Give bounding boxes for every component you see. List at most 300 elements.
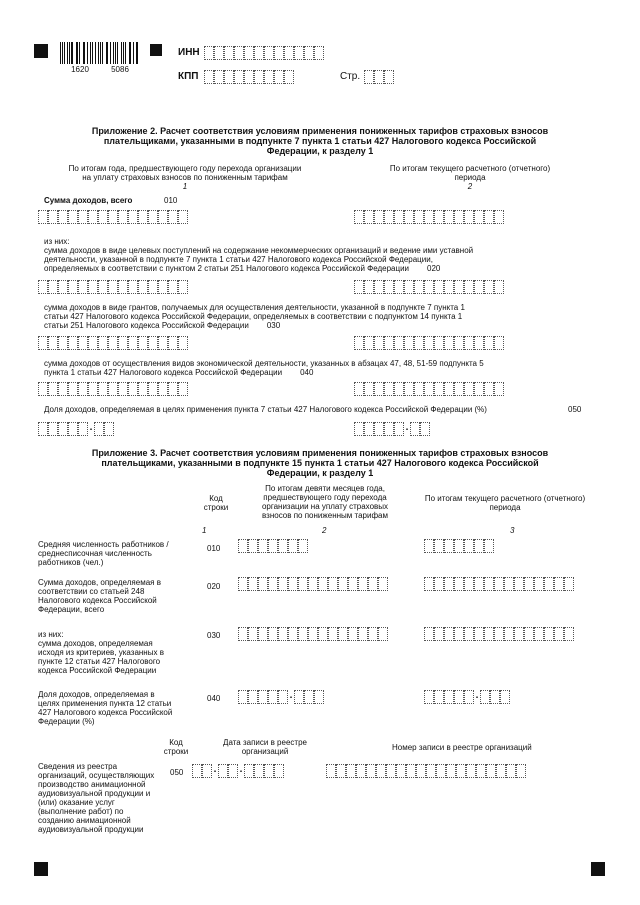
input-cell[interactable] bbox=[354, 280, 364, 294]
input-cell[interactable] bbox=[456, 764, 466, 778]
input-cell[interactable] bbox=[148, 280, 158, 294]
input-cell[interactable] bbox=[476, 764, 486, 778]
input-cell[interactable] bbox=[308, 627, 318, 641]
input-cell[interactable] bbox=[424, 577, 434, 591]
input-cell[interactable] bbox=[274, 764, 284, 778]
input-cell[interactable] bbox=[214, 46, 224, 60]
input-cell[interactable] bbox=[138, 382, 148, 396]
input-cell[interactable] bbox=[356, 764, 366, 778]
input-cell[interactable] bbox=[486, 764, 496, 778]
input-cell[interactable] bbox=[444, 210, 454, 224]
input-cell[interactable] bbox=[464, 210, 474, 224]
input-cell[interactable] bbox=[464, 539, 474, 553]
input-cell[interactable] bbox=[424, 280, 434, 294]
input-cell[interactable] bbox=[464, 336, 474, 350]
input-cell[interactable] bbox=[384, 210, 394, 224]
input-cell[interactable] bbox=[138, 280, 148, 294]
input-cell[interactable] bbox=[158, 382, 168, 396]
input-cell[interactable] bbox=[444, 382, 454, 396]
input-cell[interactable] bbox=[386, 764, 396, 778]
input-cell[interactable] bbox=[254, 70, 264, 84]
row040-col2-field[interactable] bbox=[354, 382, 504, 396]
input-cell[interactable] bbox=[454, 627, 464, 641]
corner-marker-top-center bbox=[150, 44, 162, 56]
input-cell[interactable] bbox=[336, 764, 346, 778]
input-cell[interactable] bbox=[534, 577, 544, 591]
input-cell[interactable] bbox=[128, 280, 138, 294]
input-cell[interactable] bbox=[224, 70, 234, 84]
app3-row020-col2-field[interactable] bbox=[238, 577, 388, 591]
input-cell[interactable] bbox=[516, 764, 526, 778]
input-cell[interactable] bbox=[420, 422, 430, 436]
input-cell[interactable] bbox=[248, 627, 258, 641]
input-cell[interactable] bbox=[274, 46, 284, 60]
input-cell[interactable] bbox=[364, 422, 374, 436]
input-cell[interactable] bbox=[148, 336, 158, 350]
app3-row030-col2-field[interactable] bbox=[238, 627, 388, 641]
input-cell[interactable] bbox=[288, 627, 298, 641]
input-cell[interactable] bbox=[444, 690, 454, 704]
input-cell[interactable] bbox=[304, 690, 314, 704]
input-cell[interactable] bbox=[168, 280, 178, 294]
input-cell[interactable] bbox=[424, 539, 434, 553]
input-cell[interactable] bbox=[554, 577, 564, 591]
input-cell[interactable] bbox=[284, 46, 294, 60]
input-cell[interactable] bbox=[238, 577, 248, 591]
input-cell[interactable] bbox=[168, 210, 178, 224]
input-cell[interactable] bbox=[68, 280, 78, 294]
inn-field[interactable] bbox=[204, 46, 324, 60]
input-cell[interactable] bbox=[406, 764, 416, 778]
input-cell[interactable] bbox=[158, 210, 168, 224]
input-cell[interactable] bbox=[108, 280, 118, 294]
input-cell[interactable] bbox=[384, 336, 394, 350]
input-cell[interactable] bbox=[248, 539, 258, 553]
input-cell[interactable] bbox=[202, 764, 212, 778]
input-cell[interactable] bbox=[416, 764, 426, 778]
input-cell[interactable] bbox=[366, 764, 376, 778]
input-cell[interactable] bbox=[564, 577, 574, 591]
input-cell[interactable] bbox=[394, 210, 404, 224]
input-cell[interactable] bbox=[474, 336, 484, 350]
page-field[interactable] bbox=[364, 70, 394, 84]
input-cell[interactable] bbox=[374, 336, 384, 350]
input-cell[interactable] bbox=[484, 539, 494, 553]
input-cell[interactable] bbox=[474, 382, 484, 396]
input-cell[interactable] bbox=[278, 539, 288, 553]
input-cell[interactable] bbox=[444, 627, 454, 641]
input-cell[interactable] bbox=[104, 422, 114, 436]
input-cell[interactable] bbox=[118, 336, 128, 350]
app3-row030-col3-field[interactable] bbox=[424, 627, 574, 641]
input-cell[interactable] bbox=[464, 690, 474, 704]
input-cell[interactable] bbox=[554, 627, 564, 641]
input-cell[interactable] bbox=[38, 382, 48, 396]
input-cell[interactable] bbox=[338, 627, 348, 641]
input-cell[interactable] bbox=[254, 764, 264, 778]
input-cell[interactable] bbox=[384, 422, 394, 436]
input-cell[interactable] bbox=[346, 764, 356, 778]
input-cell[interactable] bbox=[138, 336, 148, 350]
input-cell[interactable] bbox=[278, 690, 288, 704]
input-cell[interactable] bbox=[404, 382, 414, 396]
input-cell[interactable] bbox=[506, 764, 516, 778]
input-cell[interactable] bbox=[98, 280, 108, 294]
row030-col1-field[interactable] bbox=[38, 336, 188, 350]
input-cell[interactable] bbox=[384, 382, 394, 396]
input-cell[interactable] bbox=[158, 336, 168, 350]
input-cell[interactable] bbox=[434, 382, 444, 396]
input-cell[interactable] bbox=[404, 280, 414, 294]
input-cell[interactable] bbox=[78, 422, 88, 436]
input-cell[interactable] bbox=[434, 210, 444, 224]
input-cell[interactable] bbox=[374, 280, 384, 294]
input-cell[interactable] bbox=[178, 280, 188, 294]
input-cell[interactable] bbox=[384, 70, 394, 84]
input-cell[interactable] bbox=[88, 210, 98, 224]
input-cell[interactable] bbox=[354, 382, 364, 396]
input-cell[interactable] bbox=[374, 70, 384, 84]
app3-row010-col3-field[interactable] bbox=[424, 539, 494, 553]
input-cell[interactable] bbox=[454, 210, 464, 224]
row010-col2-field[interactable] bbox=[354, 210, 504, 224]
input-cell[interactable] bbox=[494, 280, 504, 294]
input-cell[interactable] bbox=[358, 577, 368, 591]
input-cell[interactable] bbox=[474, 627, 484, 641]
input-cell[interactable] bbox=[414, 382, 424, 396]
input-cell[interactable] bbox=[424, 210, 434, 224]
row020-col2-field[interactable] bbox=[354, 280, 504, 294]
input-cell[interactable] bbox=[294, 690, 304, 704]
input-cell[interactable] bbox=[298, 577, 308, 591]
input-cell[interactable] bbox=[98, 336, 108, 350]
input-cell[interactable] bbox=[480, 690, 490, 704]
input-cell[interactable] bbox=[454, 280, 464, 294]
input-cell[interactable] bbox=[118, 210, 128, 224]
input-cell[interactable] bbox=[354, 422, 364, 436]
input-cell[interactable] bbox=[374, 210, 384, 224]
input-cell[interactable] bbox=[278, 627, 288, 641]
input-cell[interactable] bbox=[78, 280, 88, 294]
input-cell[interactable] bbox=[454, 690, 464, 704]
input-cell[interactable] bbox=[148, 210, 158, 224]
input-cell[interactable] bbox=[378, 627, 388, 641]
input-cell[interactable] bbox=[268, 539, 278, 553]
registry-number-field[interactable] bbox=[326, 764, 526, 778]
input-cell[interactable] bbox=[178, 336, 188, 350]
input-cell[interactable] bbox=[238, 627, 248, 641]
input-cell[interactable] bbox=[138, 210, 148, 224]
input-cell[interactable] bbox=[228, 764, 238, 778]
input-cell[interactable] bbox=[94, 422, 104, 436]
app3-row040-col2-field[interactable]: . bbox=[238, 690, 324, 704]
input-cell[interactable] bbox=[378, 577, 388, 591]
input-cell[interactable] bbox=[524, 577, 534, 591]
input-cell[interactable] bbox=[464, 280, 474, 294]
input-cell[interactable] bbox=[204, 46, 214, 60]
input-cell[interactable] bbox=[38, 422, 48, 436]
input-cell[interactable] bbox=[394, 422, 404, 436]
row030-col2-field[interactable] bbox=[354, 336, 504, 350]
input-cell[interactable] bbox=[454, 577, 464, 591]
input-cell[interactable] bbox=[500, 690, 510, 704]
input-cell[interactable] bbox=[238, 539, 248, 553]
input-cell[interactable] bbox=[48, 422, 58, 436]
input-cell[interactable] bbox=[396, 764, 406, 778]
input-cell[interactable] bbox=[444, 577, 454, 591]
input-cell[interactable] bbox=[454, 539, 464, 553]
input-cell[interactable] bbox=[288, 577, 298, 591]
row010-col1-field[interactable] bbox=[38, 210, 188, 224]
input-cell[interactable] bbox=[434, 627, 444, 641]
input-cell[interactable] bbox=[434, 336, 444, 350]
input-cell[interactable] bbox=[446, 764, 456, 778]
input-cell[interactable] bbox=[426, 764, 436, 778]
kpp-field[interactable] bbox=[204, 70, 294, 84]
input-cell[interactable] bbox=[474, 577, 484, 591]
input-cell[interactable] bbox=[68, 210, 78, 224]
input-cell[interactable] bbox=[68, 422, 78, 436]
input-cell[interactable] bbox=[288, 539, 298, 553]
input-cell[interactable] bbox=[514, 627, 524, 641]
input-cell[interactable] bbox=[424, 382, 434, 396]
input-cell[interactable] bbox=[414, 280, 424, 294]
input-cell[interactable] bbox=[268, 577, 278, 591]
input-cell[interactable] bbox=[128, 382, 138, 396]
input-cell[interactable] bbox=[424, 690, 434, 704]
input-cell[interactable] bbox=[410, 422, 420, 436]
input-cell[interactable] bbox=[444, 539, 454, 553]
input-cell[interactable] bbox=[484, 382, 494, 396]
input-cell[interactable] bbox=[244, 70, 254, 84]
input-cell[interactable] bbox=[264, 70, 274, 84]
input-cell[interactable] bbox=[48, 210, 58, 224]
input-cell[interactable] bbox=[376, 764, 386, 778]
input-cell[interactable] bbox=[484, 577, 494, 591]
input-cell[interactable] bbox=[414, 336, 424, 350]
input-cell[interactable] bbox=[108, 210, 118, 224]
input-cell[interactable] bbox=[464, 627, 474, 641]
input-cell[interactable] bbox=[474, 280, 484, 294]
input-cell[interactable] bbox=[108, 382, 118, 396]
input-cell[interactable] bbox=[434, 577, 444, 591]
input-cell[interactable] bbox=[394, 382, 404, 396]
app3-row010-col2-field[interactable] bbox=[238, 539, 308, 553]
input-cell[interactable] bbox=[38, 280, 48, 294]
input-cell[interactable] bbox=[298, 627, 308, 641]
input-cell[interactable] bbox=[384, 280, 394, 294]
input-cell[interactable] bbox=[484, 280, 494, 294]
input-cell[interactable] bbox=[494, 210, 504, 224]
input-cell[interactable] bbox=[58, 382, 68, 396]
input-cell[interactable] bbox=[298, 539, 308, 553]
input-cell[interactable] bbox=[314, 690, 324, 704]
input-cell[interactable] bbox=[48, 280, 58, 294]
input-cell[interactable] bbox=[158, 280, 168, 294]
row040-col1-field[interactable] bbox=[38, 382, 188, 396]
input-cell[interactable] bbox=[178, 210, 188, 224]
input-cell[interactable] bbox=[264, 46, 274, 60]
input-cell[interactable] bbox=[484, 210, 494, 224]
input-cell[interactable] bbox=[434, 690, 444, 704]
input-cell[interactable] bbox=[238, 690, 248, 704]
input-cell[interactable] bbox=[414, 210, 424, 224]
input-cell[interactable] bbox=[258, 539, 268, 553]
input-cell[interactable] bbox=[178, 382, 188, 396]
input-cell[interactable] bbox=[304, 46, 314, 60]
registry-date-field[interactable]: . . bbox=[192, 764, 284, 778]
input-cell[interactable] bbox=[544, 577, 554, 591]
input-cell[interactable] bbox=[534, 627, 544, 641]
input-cell[interactable] bbox=[394, 280, 404, 294]
input-cell[interactable] bbox=[544, 627, 554, 641]
input-cell[interactable] bbox=[314, 46, 324, 60]
input-cell[interactable] bbox=[284, 70, 294, 84]
input-cell[interactable] bbox=[364, 336, 374, 350]
input-cell[interactable] bbox=[504, 627, 514, 641]
input-cell[interactable] bbox=[248, 690, 258, 704]
input-cell[interactable] bbox=[168, 336, 178, 350]
input-cell[interactable] bbox=[98, 210, 108, 224]
input-cell[interactable] bbox=[444, 336, 454, 350]
input-cell[interactable] bbox=[118, 382, 128, 396]
input-cell[interactable] bbox=[514, 577, 524, 591]
row020-col1-field[interactable] bbox=[38, 280, 188, 294]
input-cell[interactable] bbox=[404, 336, 414, 350]
input-cell[interactable] bbox=[88, 336, 98, 350]
input-cell[interactable] bbox=[434, 539, 444, 553]
input-cell[interactable] bbox=[326, 764, 336, 778]
input-cell[interactable] bbox=[434, 280, 444, 294]
input-cell[interactable] bbox=[224, 46, 234, 60]
input-cell[interactable] bbox=[364, 280, 374, 294]
input-cell[interactable] bbox=[38, 210, 48, 224]
input-cell[interactable] bbox=[148, 382, 158, 396]
input-cell[interactable] bbox=[364, 210, 374, 224]
input-cell[interactable] bbox=[436, 764, 446, 778]
input-cell[interactable] bbox=[268, 627, 278, 641]
input-cell[interactable] bbox=[504, 577, 514, 591]
input-cell[interactable] bbox=[294, 46, 304, 60]
input-cell[interactable] bbox=[524, 627, 534, 641]
input-cell[interactable] bbox=[58, 422, 68, 436]
input-cell[interactable] bbox=[464, 577, 474, 591]
input-cell[interactable] bbox=[192, 764, 202, 778]
input-cell[interactable] bbox=[234, 70, 244, 84]
input-cell[interactable] bbox=[244, 764, 254, 778]
row050-col2-field[interactable]: . bbox=[354, 422, 430, 436]
app3-row040-col3-field[interactable]: . bbox=[424, 690, 510, 704]
input-cell[interactable] bbox=[318, 627, 328, 641]
input-cell[interactable] bbox=[128, 210, 138, 224]
input-cell[interactable] bbox=[254, 46, 264, 60]
input-cell[interactable] bbox=[364, 70, 374, 84]
input-cell[interactable] bbox=[38, 336, 48, 350]
input-cell[interactable] bbox=[308, 577, 318, 591]
input-cell[interactable] bbox=[58, 210, 68, 224]
input-cell[interactable] bbox=[494, 627, 504, 641]
input-cell[interactable] bbox=[484, 627, 494, 641]
input-cell[interactable] bbox=[88, 382, 98, 396]
input-cell[interactable] bbox=[374, 422, 384, 436]
input-cell[interactable] bbox=[168, 382, 178, 396]
input-cell[interactable] bbox=[496, 764, 506, 778]
input-cell[interactable] bbox=[58, 336, 68, 350]
input-cell[interactable] bbox=[454, 382, 464, 396]
input-cell[interactable] bbox=[564, 627, 574, 641]
input-cell[interactable] bbox=[328, 627, 338, 641]
input-cell[interactable] bbox=[494, 382, 504, 396]
input-cell[interactable] bbox=[464, 382, 474, 396]
input-cell[interactable] bbox=[48, 336, 58, 350]
input-cell[interactable] bbox=[424, 627, 434, 641]
input-cell[interactable] bbox=[78, 210, 88, 224]
app3-row020-col3-field[interactable] bbox=[424, 577, 574, 591]
input-cell[interactable] bbox=[248, 577, 258, 591]
input-cell[interactable] bbox=[364, 382, 374, 396]
input-cell[interactable] bbox=[368, 627, 378, 641]
input-cell[interactable] bbox=[318, 577, 328, 591]
input-cell[interactable] bbox=[494, 336, 504, 350]
input-cell[interactable] bbox=[394, 336, 404, 350]
input-cell[interactable] bbox=[444, 280, 454, 294]
input-cell[interactable] bbox=[454, 336, 464, 350]
input-cell[interactable] bbox=[244, 46, 254, 60]
input-cell[interactable] bbox=[88, 280, 98, 294]
input-cell[interactable] bbox=[424, 336, 434, 350]
input-cell[interactable] bbox=[128, 336, 138, 350]
input-cell[interactable] bbox=[78, 382, 88, 396]
input-cell[interactable] bbox=[494, 577, 504, 591]
input-cell[interactable] bbox=[264, 764, 274, 778]
input-cell[interactable] bbox=[258, 690, 268, 704]
input-cell[interactable] bbox=[358, 627, 368, 641]
input-cell[interactable] bbox=[474, 210, 484, 224]
input-cell[interactable] bbox=[204, 70, 214, 84]
input-cell[interactable] bbox=[354, 210, 364, 224]
input-cell[interactable] bbox=[474, 539, 484, 553]
input-cell[interactable] bbox=[218, 764, 228, 778]
input-cell[interactable] bbox=[348, 577, 358, 591]
input-cell[interactable] bbox=[338, 577, 348, 591]
input-cell[interactable] bbox=[348, 627, 358, 641]
input-cell[interactable] bbox=[48, 382, 58, 396]
input-cell[interactable] bbox=[78, 336, 88, 350]
input-cell[interactable] bbox=[484, 336, 494, 350]
input-cell[interactable] bbox=[274, 70, 284, 84]
input-cell[interactable] bbox=[68, 336, 78, 350]
input-cell[interactable] bbox=[108, 336, 118, 350]
input-cell[interactable] bbox=[258, 627, 268, 641]
input-cell[interactable] bbox=[368, 577, 378, 591]
input-cell[interactable] bbox=[258, 577, 268, 591]
input-cell[interactable] bbox=[268, 690, 278, 704]
input-cell[interactable] bbox=[404, 210, 414, 224]
input-cell[interactable] bbox=[466, 764, 476, 778]
input-cell[interactable] bbox=[490, 690, 500, 704]
input-cell[interactable] bbox=[328, 577, 338, 591]
input-cell[interactable] bbox=[118, 280, 128, 294]
input-cell[interactable] bbox=[354, 336, 364, 350]
input-cell[interactable] bbox=[278, 577, 288, 591]
input-cell[interactable] bbox=[374, 382, 384, 396]
input-cell[interactable] bbox=[234, 46, 244, 60]
input-cell[interactable] bbox=[214, 70, 224, 84]
row050-col1-field[interactable]: . bbox=[38, 422, 114, 436]
input-cell[interactable] bbox=[98, 382, 108, 396]
input-cell[interactable] bbox=[58, 280, 68, 294]
input-cell[interactable] bbox=[68, 382, 78, 396]
